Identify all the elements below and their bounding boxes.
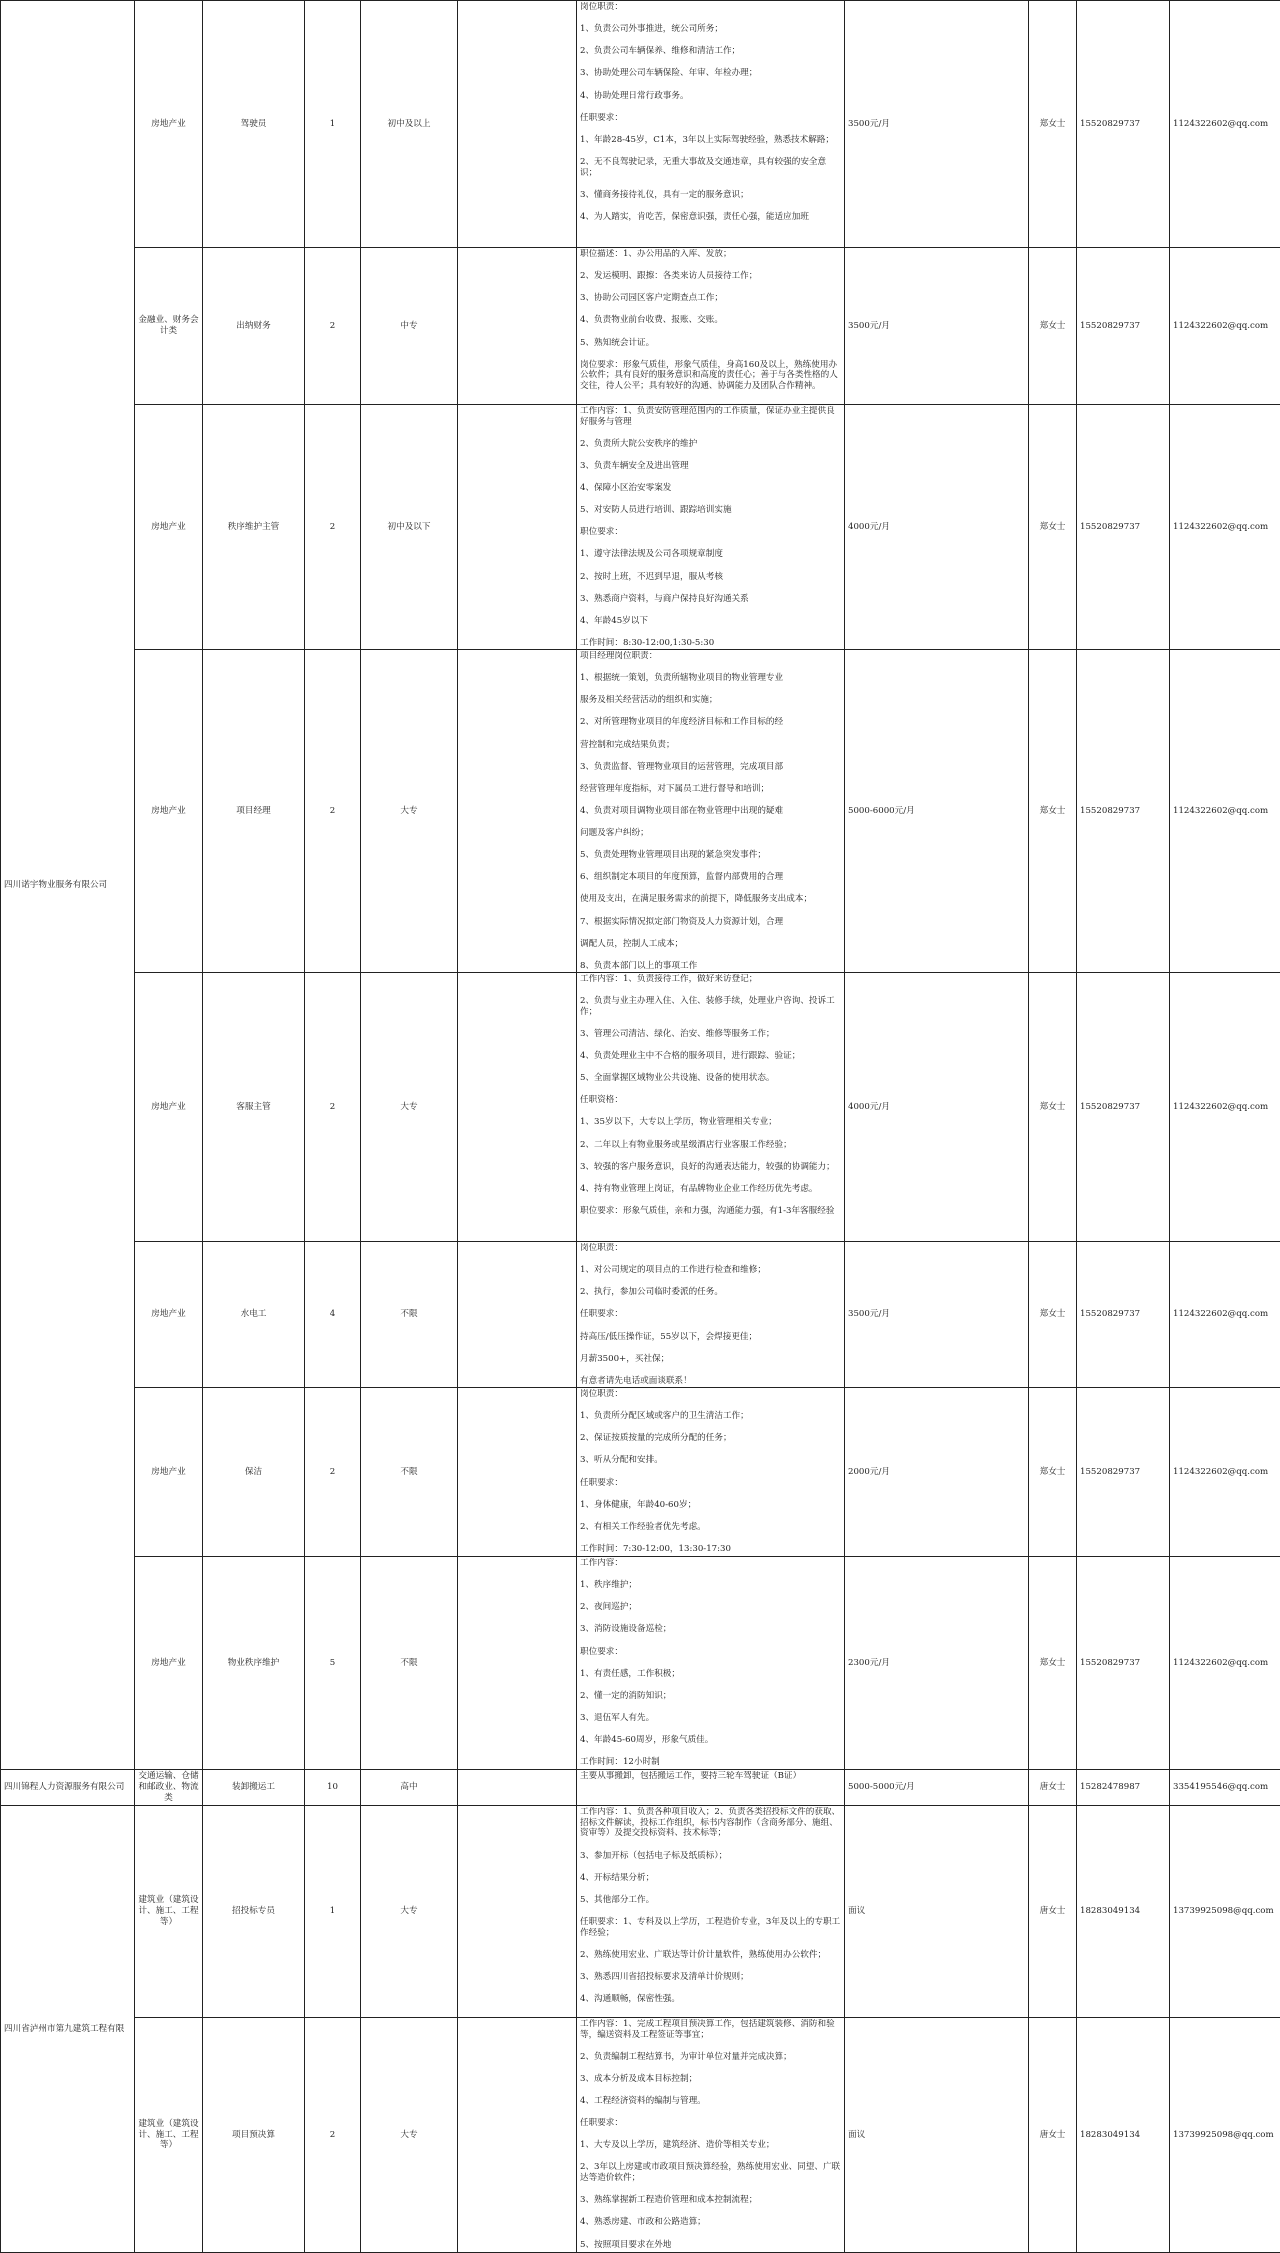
description-line: 使用及支出，在满足服务需求的前提下，降低服务支出成本； — [580, 894, 841, 905]
email-cell: 1124322602@qq.com — [1170, 1557, 1280, 1770]
table-row — [1, 1770, 1280, 1806]
education-cell: 初中及以上 — [361, 1, 458, 248]
description-line: 1、根据统一策划，负责所辖物业项目的物业管理专业 — [580, 673, 841, 684]
description-line: 8、负责本部门以上的事项工作 — [580, 961, 841, 971]
job-description-cell — [577, 1, 845, 248]
phone-cell: 15520829737 — [1077, 405, 1170, 650]
description-line: 1、年龄28-45岁，C1本，3年以上实际驾驶经验，熟悉技术解路； — [580, 135, 841, 146]
description-line: 岗位要求：形象气质佳，形象气质佳，身高160及以上，熟练使用办公软件；具有良好的服务意识和高度的责任心；善于与各类性格的人交往，待人公平；具有较好的沟通、协调能力及团队合作精神。 — [580, 360, 841, 392]
education-cell: 中专 — [361, 248, 458, 405]
description-line: 1、负责公司外事推进，统公司所务； — [580, 24, 841, 35]
description-line: 2、对所管理物业项目的年度经济目标和工作目标的经 — [580, 717, 841, 728]
job-description-cell — [577, 650, 845, 973]
description-line: 职位要求：形象气质佳，亲和力强，沟通能力强，有1-3年客服经验 — [580, 1206, 841, 1217]
description-line: 职位要求： — [580, 527, 841, 538]
job-description-cell — [577, 248, 845, 405]
headcount-cell: 2 — [305, 2018, 361, 2253]
description-line: 5、熟知统会计证。 — [580, 338, 841, 349]
education-cell: 不限 — [361, 1557, 458, 1770]
job-description-cell — [577, 405, 845, 650]
description-line: 4、年龄45-60周岁，形象气质佳。 — [580, 1735, 841, 1746]
description-line: 任职要求：1、专科及以上学历，工程造价专业，3年及以上的专职工作经验； — [580, 1917, 841, 1938]
empty-cell — [458, 1242, 577, 1388]
description-line: 任职要求： — [580, 1309, 841, 1320]
description-line: 工作内容：1、完成工程项目预决算工作，包括建筑装修、消防和验等，编送资料及工程签证等事宜； — [580, 2019, 841, 2040]
position-cell: 项目经理 — [203, 650, 305, 973]
empty-cell — [458, 1, 577, 248]
description-line: 工作内容：1、负责接待工作，做好来访登记； — [580, 974, 841, 985]
description-line: 工作内容：1、负责各种项目收入；2、负责各类招投标文件的获取、招标文件解读，投标工作组织，标书内容制作（含商务部分、施组、资审等）及提交投标资料、技术标等； — [580, 1807, 841, 1839]
description-line: 2、按时上班，不迟到早退，服从考核 — [580, 572, 841, 583]
description-line: 4、负责物业前台收费、报账、交账。 — [580, 315, 841, 326]
headcount-cell: 5 — [305, 1557, 361, 1770]
industry-cell: 建筑业（建筑设计、施工、工程等） — [135, 2018, 203, 2253]
description-line: 2、3年以上房建或市政项目预决算经验，熟练使用宏业、同望、广联达等造价软件； — [580, 2162, 841, 2183]
description-line: 1、大专及以上学历，建筑经济、造价等相关专业； — [580, 2140, 841, 2151]
description-line: 有意者请先电话或面谈联系！ — [580, 1376, 841, 1386]
education-cell: 不限 — [361, 1388, 458, 1557]
description-line: 2、负责所大院公安秩序的维护 — [580, 439, 841, 450]
description-line: 3、负责车辆安全及进出管理 — [580, 461, 841, 472]
table-row — [1, 1388, 1280, 1557]
job-description-cell — [577, 2018, 845, 2253]
description-line: 月薪3500+，买社保； — [580, 1354, 841, 1365]
description-line: 服务及相关经营活动的组织和实施； — [580, 695, 841, 706]
description-line: 1、遵守法律法规及公司各项规章制度 — [580, 549, 841, 560]
description-line: 4、为人踏实，肯吃苦，保密意识强，责任心强，能适应加班 — [580, 212, 841, 223]
email-cell: 1124322602@qq.com — [1170, 650, 1280, 973]
contact-person-cell: 唐女士 — [1029, 1770, 1077, 1806]
description-line: 3、熟悉四川省招投标要求及清单计价规则； — [580, 1972, 841, 1983]
position-cell: 物业秩序维护 — [203, 1557, 305, 1770]
headcount-cell: 2 — [305, 973, 361, 1242]
description-line: 主要从事搬卸，包括搬运工作，要持三轮车驾驶证（B证） — [580, 1771, 841, 1782]
description-line: 职位描述：1、办公用品的入库、发放； — [580, 249, 841, 260]
phone-cell: 15520829737 — [1077, 248, 1170, 405]
contact-person-cell: 郑女士 — [1029, 1557, 1077, 1770]
position-cell: 秩序维护主管 — [203, 405, 305, 650]
empty-cell — [458, 1388, 577, 1557]
education-cell: 大专 — [361, 973, 458, 1242]
table-row — [1, 973, 1280, 1242]
salary-cell: 5000-6000元/月 — [845, 650, 1029, 973]
description-line: 问题及客户纠纷； — [580, 828, 841, 839]
description-line: 4、负责处理业主中不合格的服务项目，进行跟踪、验证； — [580, 1051, 841, 1062]
description-line: 岗位职责： — [580, 1243, 841, 1254]
empty-cell — [458, 1557, 577, 1770]
description-line: 经营管理年度指标，对下属员工进行督导和培训； — [580, 784, 841, 795]
headcount-cell: 2 — [305, 405, 361, 650]
email-cell: 3354195546@qq.com — [1170, 1770, 1280, 1806]
industry-cell: 金融业、财务会计类 — [135, 248, 203, 405]
description-line: 4、开标结果分析； — [580, 1873, 841, 1884]
email-cell: 13739925098@qq.com — [1170, 2018, 1280, 2253]
description-line: 3、负责监督、管理物业项目的运营管理，完成项目部 — [580, 762, 841, 773]
table-row — [1, 1242, 1280, 1388]
email-cell: 1124322602@qq.com — [1170, 1388, 1280, 1557]
industry-cell: 交通运输、仓储和邮政业、物流类 — [135, 1770, 203, 1806]
description-line: 3、懂商务接待礼仪，具有一定的服务意识； — [580, 190, 841, 201]
description-line: 7、根据实际情况拟定部门物资及人力资源计划，合理 — [580, 917, 841, 928]
position-cell: 招投标专员 — [203, 1806, 305, 2018]
description-line: 营控制和完成结果负责； — [580, 740, 841, 751]
description-line: 3、协助公司园区客户定期查点工作； — [580, 293, 841, 304]
description-line: 工作时间：7:30-12:00，13:30-17:30 — [580, 1544, 841, 1555]
description-line: 工作内容： — [580, 1558, 841, 1569]
description-line: 3、消防设施设备巡检； — [580, 1624, 841, 1635]
table-row — [1, 1806, 1280, 2018]
position-cell: 保洁 — [203, 1388, 305, 1557]
education-cell: 大专 — [361, 1806, 458, 2018]
description-line: 4、沟通顺畅，保密性强。 — [580, 1994, 841, 2005]
empty-cell — [458, 1806, 577, 2018]
description-line: 2、无不良驾驶记录，无重大事故及交通违章，具有较强的安全意识； — [580, 157, 841, 178]
description-line: 持高压/低压操作证，55岁以下，会焊接更佳； — [580, 1332, 841, 1343]
contact-person-cell: 郑女士 — [1029, 650, 1077, 973]
email-cell: 1124322602@qq.com — [1170, 405, 1280, 650]
description-line: 1、35岁以下，大专以上学历，物业管理相关专业； — [580, 1117, 841, 1128]
empty-cell — [458, 650, 577, 973]
contact-person-cell: 唐女士 — [1029, 2018, 1077, 2253]
description-line: 工作时间：12小时制 — [580, 1757, 841, 1768]
salary-cell: 3500元/月 — [845, 248, 1029, 405]
description-line: 2、保证按质按量的完成所分配的任务； — [580, 1433, 841, 1444]
table-row — [1, 650, 1280, 973]
description-line: 5、其他部分工作。 — [580, 1895, 841, 1906]
description-line: 3、成本分析及成本目标控制； — [580, 2074, 841, 2085]
description-line: 4、年龄45岁以下 — [580, 616, 841, 627]
job-description-cell — [577, 973, 845, 1242]
description-line: 2、夜间巡护； — [580, 1602, 841, 1613]
description-line: 3、参加开标（包括电子标及纸质标）； — [580, 1851, 841, 1862]
description-line: 5、按照项目要求在外地 — [580, 2240, 841, 2251]
industry-cell: 房地产业 — [135, 1242, 203, 1388]
contact-person-cell: 唐女士 — [1029, 1806, 1077, 2018]
phone-cell: 15520829737 — [1077, 1557, 1170, 1770]
job-description-cell — [577, 1242, 845, 1388]
company-name-cell: 四川诺宇物业服务有限公司 — [1, 1, 135, 1770]
description-line: 6、组织制定本项目的年度预算，监督内部费用的合理 — [580, 872, 841, 883]
description-line: 2、负责编制工程结算书，为审计单位对量并完成决算； — [580, 2052, 841, 2063]
description-line: 5、对安防人员进行培训、跟踪培训实施 — [580, 505, 841, 516]
industry-cell: 房地产业 — [135, 1, 203, 248]
salary-cell: 3500元/月 — [845, 1, 1029, 248]
description-line: 4、协助处理日常行政事务。 — [580, 91, 841, 102]
description-line: 4、负责对项目调物业项目部在物业管理中出现的疑难 — [580, 806, 841, 817]
salary-cell: 4000元/月 — [845, 973, 1029, 1242]
headcount-cell: 4 — [305, 1242, 361, 1388]
description-line: 1、负责所分配区域或客户的卫生清洁工作； — [580, 1411, 841, 1422]
description-line: 3、协助处理公司车辆保险、年审、年检办理； — [580, 68, 841, 79]
description-line: 2、负责与业主办理入住、入住、装修手续，处理业户咨询、投诉工作； — [580, 996, 841, 1017]
headcount-cell: 2 — [305, 248, 361, 405]
description-line: 2、有相关工作经验者优先考虑。 — [580, 1522, 841, 1533]
description-line: 任职资格： — [580, 1095, 841, 1106]
salary-cell: 2000元/月 — [845, 1388, 1029, 1557]
job-description-cell — [577, 1806, 845, 2018]
description-line: 任职要求： — [580, 113, 841, 124]
description-line: 3、较强的客户服务意识，良好的沟通表达能力，较强的协调能力； — [580, 1162, 841, 1173]
phone-cell: 18283049134 — [1077, 1806, 1170, 2018]
contact-person-cell: 郑女士 — [1029, 1242, 1077, 1388]
phone-cell: 15520829737 — [1077, 650, 1170, 973]
industry-cell: 房地产业 — [135, 405, 203, 650]
description-line: 调配人员，控制人工成本； — [580, 939, 841, 950]
headcount-cell: 1 — [305, 1806, 361, 2018]
description-line: 4、保障小区治安零案发 — [580, 483, 841, 494]
job-description-cell — [577, 1770, 845, 1806]
contact-person-cell: 郑女士 — [1029, 405, 1077, 650]
empty-cell — [458, 2018, 577, 2253]
description-line: 2、执行，参加公司临时委派的任务。 — [580, 1287, 841, 1298]
position-cell: 水电工 — [203, 1242, 305, 1388]
description-line: 职位要求： — [580, 1647, 841, 1658]
empty-cell — [458, 248, 577, 405]
education-cell: 大专 — [361, 650, 458, 973]
email-cell: 1124322602@qq.com — [1170, 1, 1280, 248]
description-line: 1、身体健康，年龄40-60岁； — [580, 1500, 841, 1511]
description-line: 工作内容：1、负责安防管理范围内的工作质量，保证办业主提供良好服务与管理 — [580, 406, 841, 427]
industry-cell: 房地产业 — [135, 650, 203, 973]
email-cell: 1124322602@qq.com — [1170, 1242, 1280, 1388]
salary-cell: 5000-5000元/月 — [845, 1770, 1029, 1806]
phone-cell: 15520829737 — [1077, 1, 1170, 248]
description-line: 2、二年以上有物业服务或星级酒店行业客服工作经验； — [580, 1140, 841, 1151]
table-row — [1, 248, 1280, 405]
empty-cell — [458, 973, 577, 1242]
education-cell: 大专 — [361, 2018, 458, 2253]
table-row — [1, 2018, 1280, 2253]
salary-cell: 面议 — [845, 1806, 1029, 2018]
description-line: 3、熟练掌握新工程造价管理和成本控制流程； — [580, 2195, 841, 2206]
description-line: 岗位职责： — [580, 2, 841, 13]
company-name-cell: 四川省泸州市第九建筑工程有限 — [1, 1806, 135, 2253]
description-line: 1、对公司规定的项目点的工作进行检查和维修； — [580, 1265, 841, 1276]
headcount-cell: 10 — [305, 1770, 361, 1806]
headcount-cell: 2 — [305, 1388, 361, 1557]
salary-cell: 3500元/月 — [845, 1242, 1029, 1388]
table-row — [1, 405, 1280, 650]
salary-cell: 面议 — [845, 2018, 1029, 2253]
industry-cell: 房地产业 — [135, 1557, 203, 1770]
description-line: 2、懂一定的消防知识； — [580, 1691, 841, 1702]
company-name-cell: 四川锦程人力资源服务有限公司 — [1, 1770, 135, 1806]
phone-cell: 15520829737 — [1077, 1242, 1170, 1388]
salary-cell: 4000元/月 — [845, 405, 1029, 650]
headcount-cell: 1 — [305, 1, 361, 248]
industry-cell: 房地产业 — [135, 973, 203, 1242]
position-cell: 项目预决算 — [203, 2018, 305, 2253]
phone-cell: 18283049134 — [1077, 2018, 1170, 2253]
education-cell: 初中及以下 — [361, 405, 458, 650]
description-line: 2、发运模明、跟擦：各类来访人员接待工作； — [580, 271, 841, 282]
description-line: 岗位职责： — [580, 1389, 841, 1400]
description-line: 1、秩序维护； — [580, 1580, 841, 1591]
position-cell: 驾驶员 — [203, 1, 305, 248]
description-line: 2、熟练使用宏业、广联达等计价计量软件，熟练使用办公软件； — [580, 1950, 841, 1961]
description-line: 4、工程经济资料的编制与管理。 — [580, 2096, 841, 2107]
education-cell: 不限 — [361, 1242, 458, 1388]
position-cell: 出纳财务 — [203, 248, 305, 405]
description-line: 项目经理岗位职责： — [580, 651, 841, 662]
description-line: 5、全面掌握区域物业公共设施、设备的使用状态。 — [580, 1073, 841, 1084]
description-line: 3、退伍军人有先。 — [580, 1713, 841, 1724]
contact-person-cell: 郑女士 — [1029, 1388, 1077, 1557]
empty-cell — [458, 405, 577, 650]
phone-cell: 15282478987 — [1077, 1770, 1170, 1806]
contact-person-cell: 郑女士 — [1029, 973, 1077, 1242]
headcount-cell: 2 — [305, 650, 361, 973]
job-description-cell — [577, 1388, 845, 1557]
description-line: 任职要求： — [580, 2118, 841, 2129]
description-line: 任职要求： — [580, 1478, 841, 1489]
contact-person-cell: 郑女士 — [1029, 248, 1077, 405]
table-row — [1, 1557, 1280, 1770]
description-line: 工作时间：8:30-12:00,1:30-5:30 — [580, 638, 841, 648]
description-line: 3、熟悉商户资料，与商户保持良好沟通关系 — [580, 594, 841, 605]
description-line: 3、管理公司清洁、绿化、治安、维修等服务工作； — [580, 1029, 841, 1040]
position-cell: 客服主管 — [203, 973, 305, 1242]
phone-cell: 15520829737 — [1077, 973, 1170, 1242]
description-line: 1、有责任感，工作积极； — [580, 1669, 841, 1680]
email-cell: 13739925098@qq.com — [1170, 1806, 1280, 2018]
empty-cell — [458, 1770, 577, 1806]
description-line: 5、负责处理物业管理项目出现的紧急突发事件； — [580, 850, 841, 861]
table-row — [1, 1, 1280, 248]
email-cell: 1124322602@qq.com — [1170, 248, 1280, 405]
email-cell: 1124322602@qq.com — [1170, 973, 1280, 1242]
salary-cell: 2300元/月 — [845, 1557, 1029, 1770]
position-cell: 装卸搬运工 — [203, 1770, 305, 1806]
industry-cell: 建筑业（建筑设计、施工、工程等） — [135, 1806, 203, 2018]
description-line: 3、听从分配和安排。 — [580, 1455, 841, 1466]
industry-cell: 房地产业 — [135, 1388, 203, 1557]
contact-person-cell: 郑女士 — [1029, 1, 1077, 248]
phone-cell: 15520829737 — [1077, 1388, 1170, 1557]
education-cell: 高中 — [361, 1770, 458, 1806]
description-line: 4、持有物业管理上岗证，有品牌物业企业工作经历优先考虑。 — [580, 1184, 841, 1195]
description-line: 4、熟悉房建、市政和公路造算； — [580, 2217, 841, 2228]
job-description-cell — [577, 1557, 845, 1770]
description-line: 2、负责公司车辆保养、维修和清洁工作； — [580, 46, 841, 57]
